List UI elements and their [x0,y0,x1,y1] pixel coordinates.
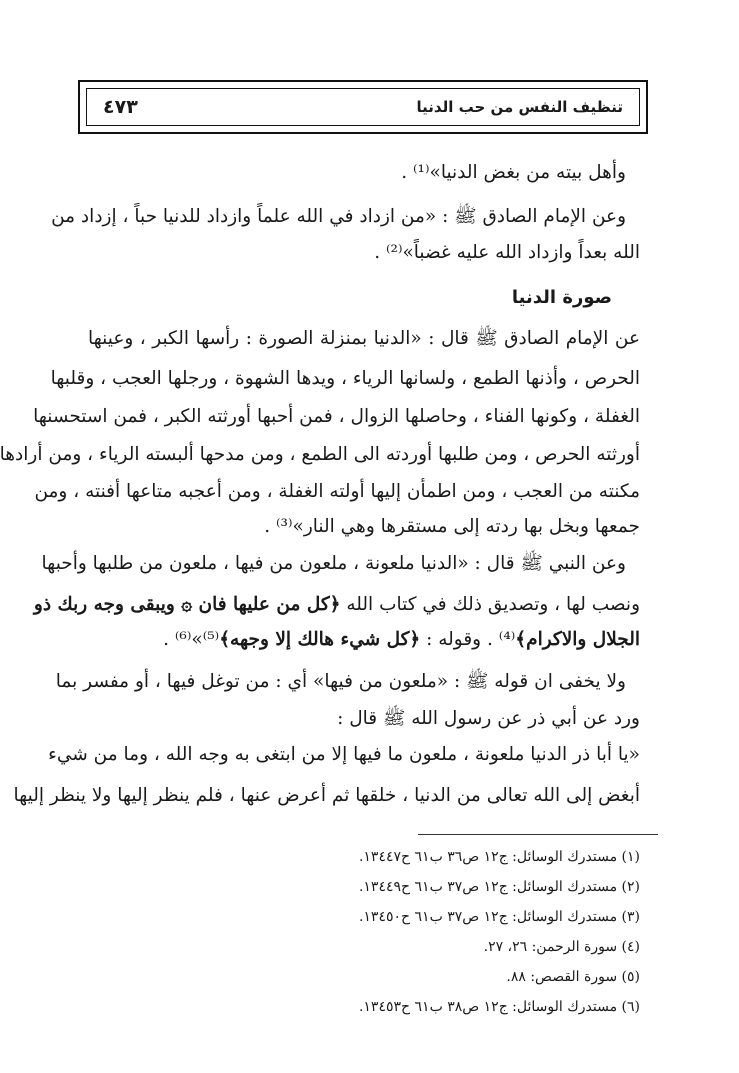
quran-quote: الجلال والاكرام﴾ [515,629,640,650]
text-run: ونصب لها ، وتصديق ذلك في كتاب الله [340,594,640,615]
text-line: الغفلة ، وكونها الفناء ، وحاصلها الزوال ، فمن أحبها أورثته الكبر ، فمن استحسنها [33,406,640,427]
footnote: (٤) سورة الرحمن: ٢٦، ٢٧. [483,939,640,955]
text-line: أورثته الحرص ، ومن طلبها أوردته الى الطمع ، ومن مدحها ألبسته الرياء ، ومن أرادها [0,444,640,465]
text-line: جمعها وبخل بها ردته إلى مستقرها وهي النار»⁽³⁾ . [264,516,640,537]
quran-quote: ﴿كل شيء هالك إلا وجهه﴾ [219,629,421,650]
page-header-frame [78,80,648,134]
text-line: أبغض إلى الله تعالى من الدنيا ، خلقها ثم أعرض عنها ، فلم ينظر إليها ولا ينظر إليها [13,785,640,806]
text-line [33,590,640,620]
footnote: (٥) سورة القصص: ٨٨. [506,969,640,985]
text-run: ⁽⁴⁾ . وقوله : [420,629,516,650]
footnote: (٦) مستدرك الوسائل: ج١٢ ص٣٨ ب٦١ ح١٣٤٥٣. [358,999,640,1015]
footnote: (١) مستدرك الوسائل: ج١٢ ص٣٦ ب٦١ ح١٣٤٤٧. [358,849,640,865]
footnote: (٢) مستدرك الوسائل: ج١٢ ص٣٧ ب٦١ ح١٣٤٤٩. [358,879,640,895]
page-number: ٤٧٣ [103,96,138,118]
section-heading: صورة الدنيا [511,287,612,308]
text-line: عن الإمام الصادق ﷺ قال : «الدنيا بمنزلة الصورة : رأسها الكبر ، وعينها [88,328,640,349]
text-line: الله بعداً وازداد الله عليه غضباً»⁽²⁾ . [374,242,640,263]
text-line: وعن النبي ﷺ قال : «الدنيا ملعونة ، ملعون من فيها ، ملعون من طلبها وأحبها [41,553,626,574]
text-line: مكنته من العجب ، ومن اطمأن إليها أولته الغفلة ، ومن أعجبه متاعها أفنته ، ومن [34,481,640,502]
footnote: (٣) مستدرك الوسائل: ج١٢ ص٣٧ ب٦١ ح١٣٤٥٠. [358,909,640,925]
text-line: «يا أبا ذر الدنيا ملعونة ، ملعون ما فيها إلا من ابتغى به وجه الله ، وما من شيء [48,744,640,765]
text-line: ولا يخفى ان قوله ﷺ : «ملعون من فيها» أي : من توغل فيها ، أو مفسر بما [55,671,626,692]
running-title: تنظيف النفس من حب الدنيا [416,98,623,116]
quran-quote: ﴿كل من عليها فان ۞ ويبقى وجه ربك ذو [33,594,341,615]
text-line: ورد عن أبي ذر عن رسول الله ﷺ قال : [337,708,640,729]
text-line: وعن الإمام الصادق ﷺ : «من ازداد في الله علماً وازداد للدنيا حباً ، إزداد من [51,206,626,227]
footnote-separator [418,834,658,835]
text-run: ⁽⁵⁾»⁽⁶⁾ . [163,629,220,650]
text-line: الحرص ، وأذنها الطمع ، ولسانها الرياء ، ويدها الشهوة ، ورجلها العجب ، وقلبها [50,368,640,389]
text-line [88,625,640,655]
page-header [86,88,640,126]
text-line: وأهل بيته من بغض الدنيا»⁽¹⁾ . [401,162,626,183]
